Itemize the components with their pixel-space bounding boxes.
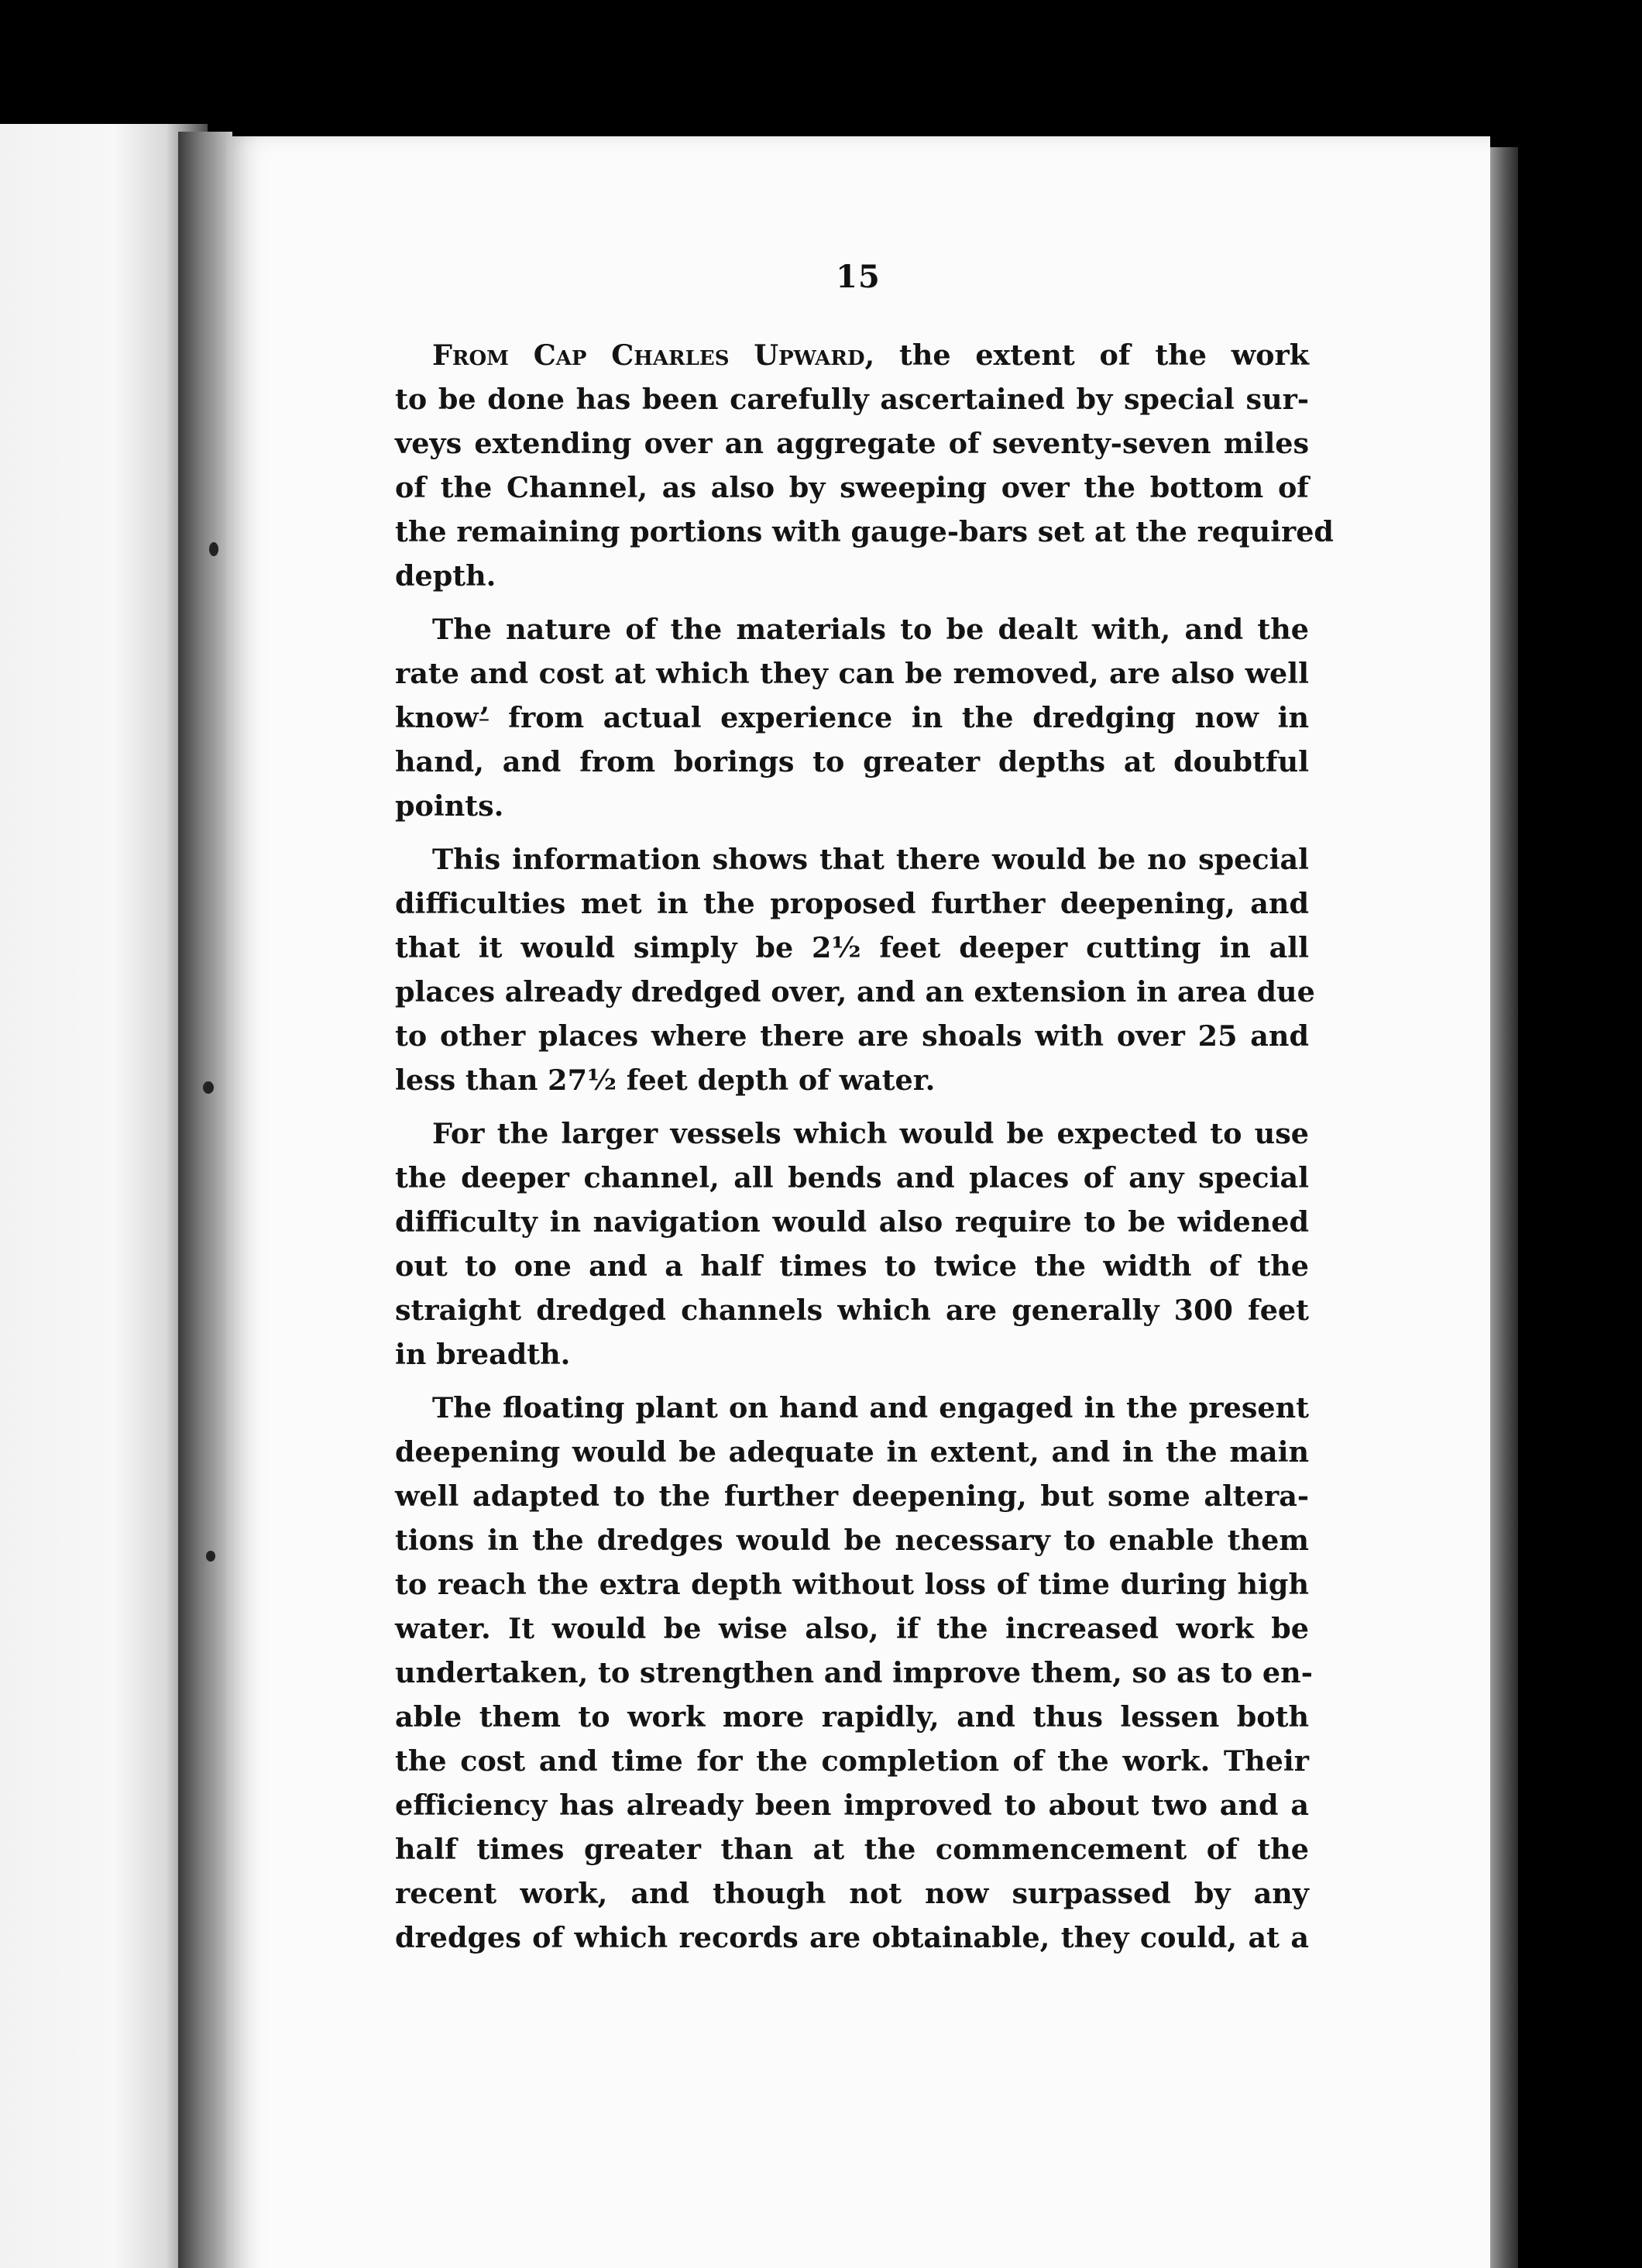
text-line: efficiency has already been improved to about two and a: [395, 1789, 1309, 1822]
text-line: know’̵ from actual experience in the dredging now in: [395, 701, 1309, 734]
paragraph-5: [395, 1386, 1313, 1960]
body-text: [395, 333, 1334, 1969]
text-line: to be done has been carefully ascertained by special sur-: [395, 383, 1309, 416]
text-line: rate and cost at which they can be removed, are also well: [395, 657, 1309, 690]
text-line: undertaken, to strengthen and improve them, so as to en-: [395, 1656, 1313, 1689]
paragraph-3: [395, 837, 1315, 1102]
text-line: water. It would be wise also, if the increased work be: [395, 1612, 1309, 1645]
text-line: of the Channel, as also by sweeping over the bottom of: [395, 471, 1309, 504]
text-line: in breadth.: [395, 1338, 571, 1371]
page-number: 15: [836, 259, 881, 295]
text-line: less than 27½ feet depth of water.: [395, 1064, 936, 1097]
text-line: the remaining portions with gauge-bars set at the required: [395, 515, 1334, 548]
text-line: depth.: [395, 559, 496, 593]
scan-speck: [206, 1551, 215, 1562]
text-line: recent work, and though not now surpassed by any: [395, 1877, 1309, 1910]
text-line: the deeper channel, all bends and places of any special: [395, 1161, 1309, 1194]
text-line: The floating plant on hand and engaged in the present: [432, 1391, 1309, 1424]
text-line: For the larger vessels which would be expected to use: [432, 1117, 1309, 1150]
text-line: dredges of which records are obtainable, they could, at a: [395, 1921, 1309, 1954]
lead-in-smallcaps: From Cap Charles Upward,: [432, 338, 875, 372]
book-gutter: [178, 132, 232, 2268]
text-line: deepening would be adequate in extent, and in the main: [395, 1435, 1309, 1469]
text-line: places already dredged over, and an extension in area due: [395, 975, 1315, 1009]
text-line: straight dredged channels which are generally 300 feet: [395, 1294, 1309, 1327]
text-line: The nature of the materials to be dealt with, and the: [432, 613, 1309, 646]
left-page-edge: [0, 124, 208, 2268]
text-line: veys extending over an aggregate of seventy-seven miles: [395, 427, 1309, 460]
text-line: difficulties met in the proposed further deepening, and: [395, 887, 1309, 920]
scan-speck: [203, 1081, 214, 1094]
book-page: [226, 136, 1490, 2268]
text-line: out to one and a half times to twice the width of the: [395, 1249, 1309, 1283]
text-line: well adapted to the further deepening, but some altera-: [395, 1479, 1309, 1513]
text-line: able them to work more rapidly, and thus lessen both: [395, 1700, 1309, 1734]
paragraph-2: [395, 607, 1309, 828]
text-line: to reach the extra depth without loss of time during high: [395, 1568, 1309, 1601]
text-line: difficulty in navigation would also require to be widened: [395, 1205, 1309, 1239]
paragraph-4: [395, 1112, 1309, 1376]
page-block-edge: [1490, 147, 1518, 2268]
scan-speck: [209, 542, 218, 556]
text-line: that it would simply be 2½ feet deeper cutting in all: [395, 931, 1309, 964]
text-line: the cost and time for the completion of the work. Their: [395, 1744, 1309, 1778]
text-line: to other places where there are shoals with over 25 and: [395, 1019, 1309, 1053]
text-line: This information shows that there would be no special: [432, 843, 1309, 876]
text-line: hand, and from borings to greater depths at doubtful: [395, 745, 1309, 778]
paragraph-1: [395, 333, 1334, 598]
text-line: points.: [395, 789, 504, 823]
text-line: half times greater than at the commencement of the: [395, 1833, 1309, 1866]
text-line: tions in the dredges would be necessary to enable them: [395, 1524, 1309, 1557]
text-line: From Cap Charles Upward, the extent of the work: [432, 338, 1309, 372]
